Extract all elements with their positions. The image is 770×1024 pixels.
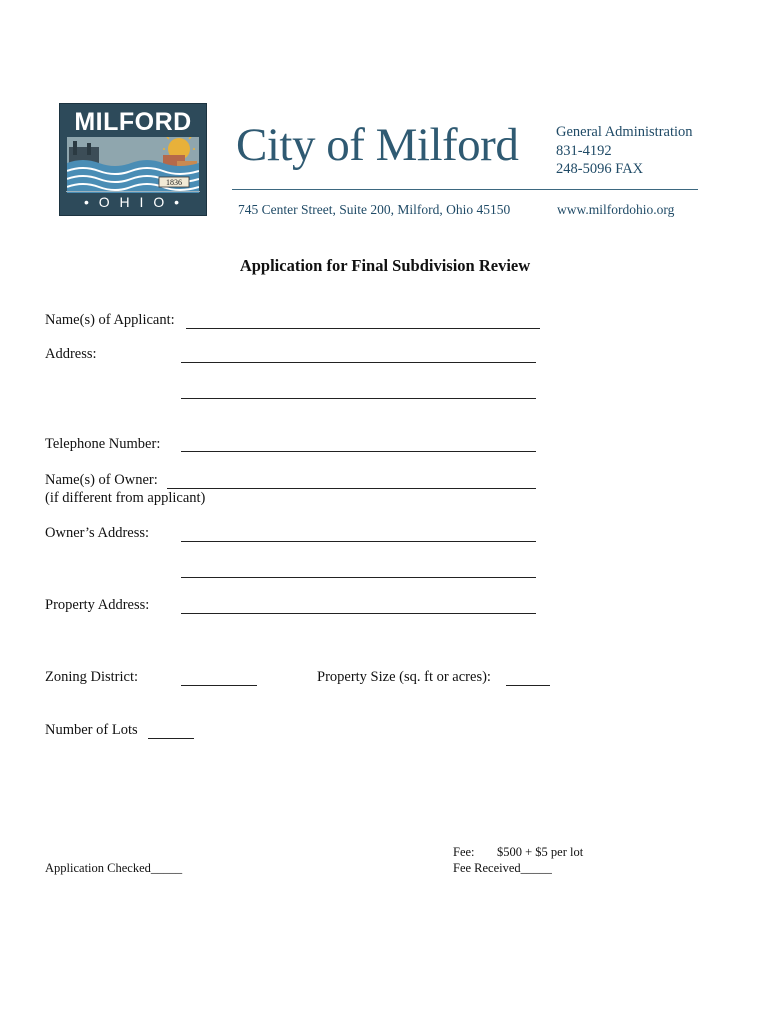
logo-year: 1836 [166,178,182,187]
fee-value: $500 + $5 per lot [497,845,584,859]
property-address-field[interactable] [181,613,536,614]
telephone-label: Telephone Number: [45,436,161,452]
property-size-field[interactable] [506,685,550,686]
fee-label: Fee: [453,845,475,859]
owner-label: Name(s) of Owner: [45,472,158,488]
fee-received: Fee Received_____ [453,861,552,875]
city-address: 745 Center Street, Suite 200, Milford, Ohio 45150 [238,202,511,217]
address-field-line-2[interactable] [181,398,536,399]
header-divider [232,189,698,190]
address-field-line-1[interactable] [181,362,536,363]
owner-address-field-line-2[interactable] [181,577,536,578]
logo-divider [66,191,200,192]
lots-field[interactable] [148,738,194,739]
telephone-field[interactable] [181,451,536,452]
logo-scene-illustration [67,137,199,193]
applicant-field[interactable] [186,328,540,329]
owner-note: (if different from applicant) [45,490,206,506]
city-website: www.milfordohio.org [557,202,675,217]
applicant-label: Name(s) of Applicant: [45,312,175,328]
fax-number: 248-5096 FAX [556,161,644,177]
property-size-label: Property Size (sq. ft or acres): [317,669,491,685]
department-name: General Administration [556,124,693,140]
lots-label: Number of Lots [45,722,138,738]
city-logo [59,103,207,216]
owner-address-label: Owner’s Address: [45,525,150,541]
owner-field[interactable] [167,488,536,489]
zoning-label: Zoning District: [45,669,139,685]
form-title: Application for Final Subdivision Review [239,256,531,275]
logo-name: MILFORD [74,108,192,136]
logo-state: • O H I O • [83,194,183,210]
address-label: Address: [45,346,97,362]
phone-number: 831-4192 [556,143,612,159]
city-title: City of Milford [236,119,519,171]
property-address-label: Property Address: [45,597,150,613]
owner-address-field-line-1[interactable] [181,541,536,542]
application-checked: Application Checked_____ [45,861,183,875]
zoning-field[interactable] [181,685,257,686]
